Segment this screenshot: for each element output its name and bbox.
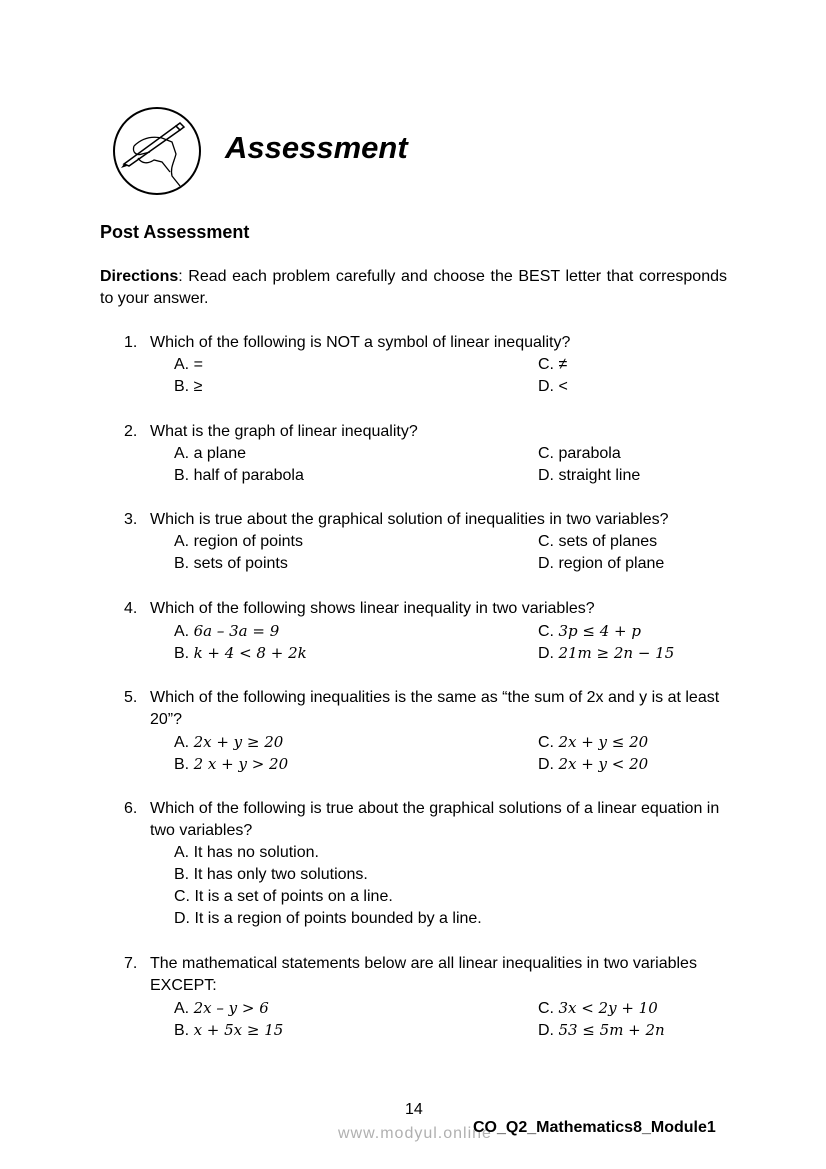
option-b: B. half of parabola: [174, 467, 304, 484]
question-stem: Which of the following is true about the graphical solutions of a linear equation in two variables?: [150, 800, 720, 839]
option-d: D. 2x + y < 20: [538, 755, 649, 773]
option-d: D. It is a region of points bounded by a line.: [174, 910, 482, 927]
directions: [100, 266, 727, 310]
question-number: 7.: [124, 955, 138, 972]
question-1: [124, 332, 727, 398]
option-d: D. 53 ≤ 5m + 2n: [538, 1021, 665, 1039]
option-a: A. 6a – 3a = 9: [174, 622, 280, 640]
question-stem: Which of the following is NOT a symbol of linear inequality?: [150, 334, 571, 351]
option-b: B. x + 5x ≥ 15: [174, 1021, 284, 1039]
question-number: 3.: [124, 511, 138, 528]
question-number: 2.: [124, 423, 138, 440]
question-2: [124, 421, 727, 487]
page-title: Assessment: [225, 130, 408, 165]
question-number: 6.: [124, 800, 138, 817]
option-b: B. k + 4 < 8 + 2k: [174, 644, 307, 662]
question-stem: Which of the following shows linear inequality in two variables?: [150, 600, 595, 617]
option-b: B. It has only two solutions.: [174, 866, 368, 883]
question-number: 1.: [124, 334, 138, 351]
question-7: [124, 953, 727, 1041]
option-d: D. straight line: [538, 467, 641, 484]
option-a: A. =: [174, 356, 203, 373]
option-c: C. sets of planes: [538, 533, 658, 550]
option-d: D. 21m ≥ 2n − 15: [538, 644, 675, 662]
watermark: www.modyul.online: [338, 1125, 492, 1142]
module-code: CO_Q2_Mathematics8_Module1: [473, 1119, 716, 1136]
question-3: [124, 509, 727, 575]
question-6: [124, 798, 727, 930]
option-c: C. 2x + y ≤ 20: [538, 733, 649, 751]
option-c: C. It is a set of points on a line.: [174, 888, 393, 905]
question-number: 4.: [124, 600, 138, 617]
directions-label: Directions: [100, 268, 179, 285]
option-d: D. <: [538, 378, 568, 395]
option-a: A. a plane: [174, 445, 247, 462]
question-4: [124, 598, 727, 664]
option-c: C. parabola: [538, 445, 621, 462]
option-b: B. 2 x + y > 20: [174, 755, 289, 773]
question-5: [124, 687, 727, 775]
option-c: C. 3p ≤ 4 + p: [538, 622, 641, 640]
directions-text: : Read each problem carefully and choose the BEST letter that corresponds to your answer.: [100, 268, 727, 307]
section-title: Post Assessment: [100, 222, 250, 242]
option-c: C. ≠: [538, 356, 568, 373]
hand-writing-pencil-icon: [112, 106, 202, 196]
option-b: B. sets of points: [174, 555, 288, 572]
option-a: A. 2x – y > 6: [174, 999, 269, 1017]
page-number: 14: [405, 1101, 423, 1118]
question-stem: Which of the following inequalities is the same as “the sum of 2x and y is at least 20”?: [150, 689, 720, 728]
question-stem: What is the graph of linear inequality?: [150, 423, 418, 440]
option-a: A. region of points: [174, 533, 303, 550]
option-a: A. It has no solution.: [174, 844, 319, 861]
option-c: C. 3x < 2y + 10: [538, 999, 658, 1017]
question-stem: Which is true about the graphical solution of inequalities in two variables?: [150, 511, 669, 528]
option-b: B. ≥: [174, 378, 203, 395]
question-number: 5.: [124, 689, 138, 706]
option-d: D. region of plane: [538, 555, 665, 572]
option-a: A. 2x + y ≥ 20: [174, 733, 284, 751]
question-stem: The mathematical statements below are all linear inequalities in two variables EXCEPT:: [150, 955, 697, 994]
